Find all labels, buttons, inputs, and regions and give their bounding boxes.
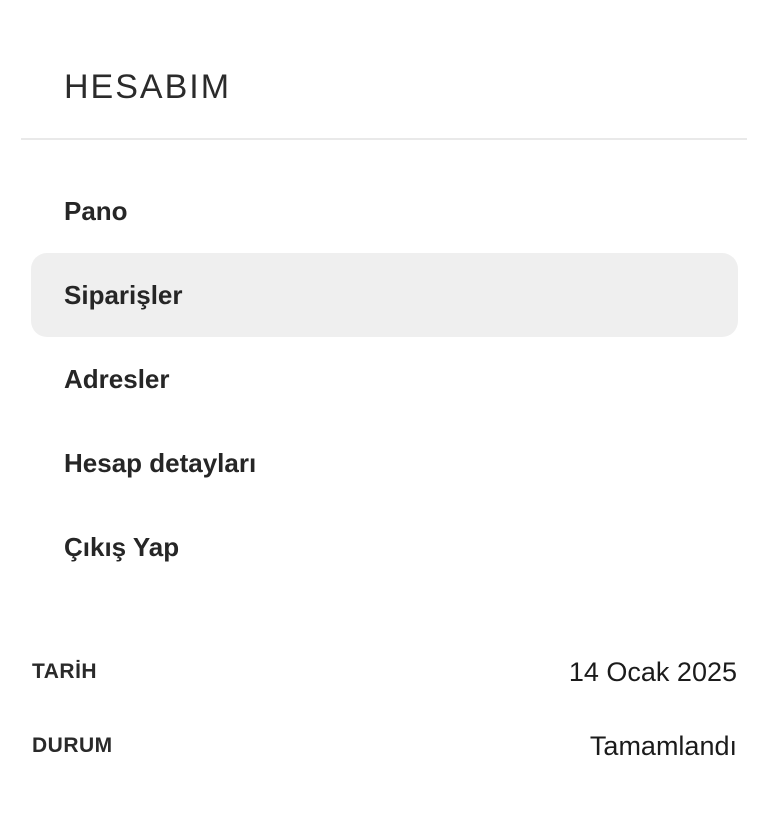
detail-value-tarih: 14 Ocak 2025 [568,656,737,687]
nav-item-siparisler[interactable]: Siparişler [31,253,738,337]
detail-row-tarih [0,635,768,709]
detail-value-durum: Tamamlandı [589,730,737,761]
detail-label-durum: DURUM [32,734,113,757]
detail-label-tarih: TARİH [32,660,98,683]
nav-item-pano[interactable]: Pano [64,195,128,226]
nav-item-cikis-yap[interactable]: Çıkış Yap [64,531,180,562]
account-nav [0,169,768,589]
order-details [0,635,768,783]
detail-row-durum [0,709,768,783]
page-title: HESABIM [64,68,232,106]
title-divider [21,138,747,140]
nav-item-adresler[interactable]: Adresler [64,363,170,394]
nav-item-hesap-detaylari[interactable]: Hesap detayları [64,447,257,478]
